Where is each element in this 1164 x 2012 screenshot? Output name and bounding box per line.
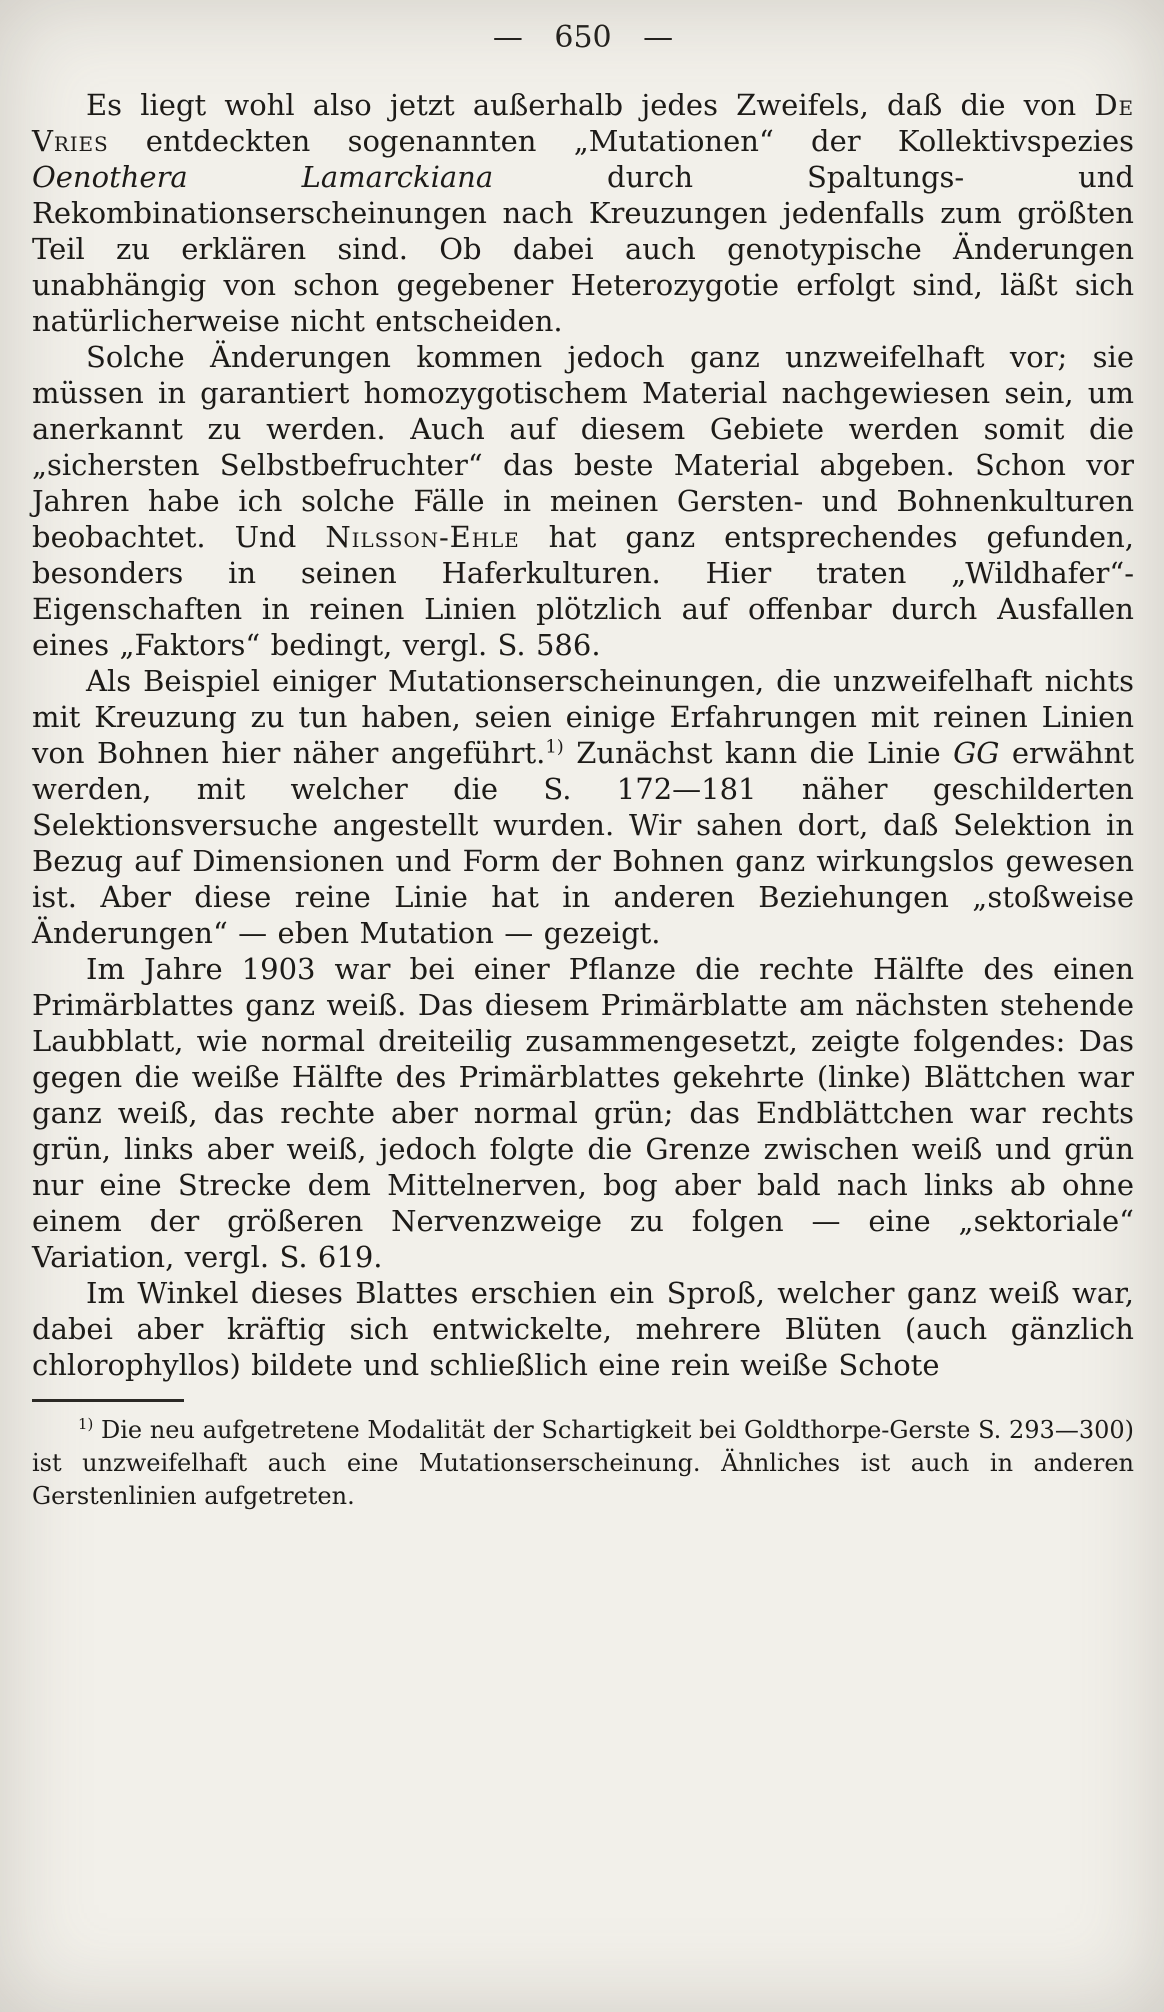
- page-number: — 650 —: [492, 20, 674, 55]
- paragraph: [32, 339, 1134, 663]
- text-run: durch Spaltungs- und Rekombinationserscheinungen nach Kreuzungen jedenfalls zum größten Teil zu erklären sind. Ob dabei auch genotypische Änderungen unabhängig von schon gegebener Heterozygotie erfolgt sind, läßt sich natürlicherweise nicht entscheiden.: [32, 160, 1134, 338]
- text-run: hat ganz entsprechendes gefunden, besonders in seinen Haferkulturen. Hier traten „Wildhafer“-Eigenschaften in reinen Linien plötzlich auf offenbar durch Ausfallen eines „Faktors“ bedingt, vergl. S. 586.: [32, 520, 1134, 662]
- text-run: Zunächst kann die Linie: [563, 736, 954, 770]
- paragraphs: [32, 87, 1134, 1383]
- text-run: De Vries: [32, 88, 1134, 158]
- text-run: Die neu aufgetretene Modalität der Schartigkeit bei Goldthorpe-Gerste S. 293—300) ist unzweifelhaft auch eine Mutationserscheinung. Ähnliches ist auch in anderen Gerstenlinien aufgetreten.: [32, 1416, 1134, 1510]
- text-run: erwähnt werden, mit welcher die S. 172—181 näher geschilderten Selektionsversuche angestellt wurden. Wir sahen dort, daß Selektion in Bezug auf Dimensionen und Form der Bohnen ganz wirkungslos gewesen ist. Aber diese reine Linie hat in anderen Beziehungen „stoßweise Änderungen“ — eben Mutation — gezeigt.: [32, 736, 1134, 950]
- text-run: Im Jahre 1903 war bei einer Pflanze die rechte Hälfte des einen Primärblattes ganz weiß. Das diesem Primärblatte am nächsten stehende Laubblatt, wie normal dreiteilig zusammengesetzt, zeigte folgendes: Das gegen die weiße Hälfte des Primärblattes gekehrte (linke) Blättchen war ganz weiß, das rechte aber normal grün; das Endblättchen war rechts grün, links aber weiß, jedoch folgte die Grenze zwischen weiß und grün nur eine Strecke dem Mittelnerven, bog aber bald nach links ab ohne einem der größeren Nervenzweige zu folgen — eine „sektoriale“ Variation, vergl. S. 619.: [32, 952, 1134, 1274]
- paragraph: [32, 1275, 1134, 1383]
- text-run: 1): [545, 736, 564, 758]
- footnote: [32, 1399, 1134, 1513]
- footnote-divider: [32, 1399, 184, 1402]
- text-run: GG: [953, 736, 1000, 770]
- paragraph: [32, 663, 1134, 951]
- paragraph: [32, 951, 1134, 1275]
- text-run: Solche Änderungen kommen jedoch ganz unzweifelhaft vor; sie müssen in garantiert homozygotischem Material nachgewiesen sein, um anerkannt zu werden. Auch auf diesem Gebiete werden somit die „sichersten Selbstbefruchter“ das beste Material abgeben. Schon vor Jahren habe ich solche Fälle in meinen Gersten- und Bohnenkulturen beobachtet. Und: [32, 340, 1134, 554]
- text-run: entdeckten sogenannten „Mutationen“ der Kollektivspezies: [108, 124, 1134, 158]
- text-run: Als Beispiel einiger Mutationserscheinungen, die unzweifelhaft nichts mit Kreuzung zu tun haben, seien einige Erfahrungen mit reinen Linien von Bohnen hier näher angeführt.: [32, 664, 1134, 770]
- text-run: Es liegt wohl also jetzt außerhalb jedes Zweifels, daß die von: [86, 88, 1095, 122]
- footnote-text: [32, 1414, 1134, 1513]
- paragraph: [32, 87, 1134, 339]
- text-run: Im Winkel dieses Blattes erschien ein Sproß, welcher ganz weiß war, dabei aber kräftig sich entwickelte, mehrere Blüten (auch gänzlich chlorophyllos) bildete und schließlich eine rein weiße Schote: [32, 1276, 1134, 1382]
- text-run: 1): [78, 1415, 94, 1433]
- text-run: Nilsson-Ehle: [325, 520, 520, 554]
- text-run: Oenothera Lamarckiana: [32, 160, 494, 194]
